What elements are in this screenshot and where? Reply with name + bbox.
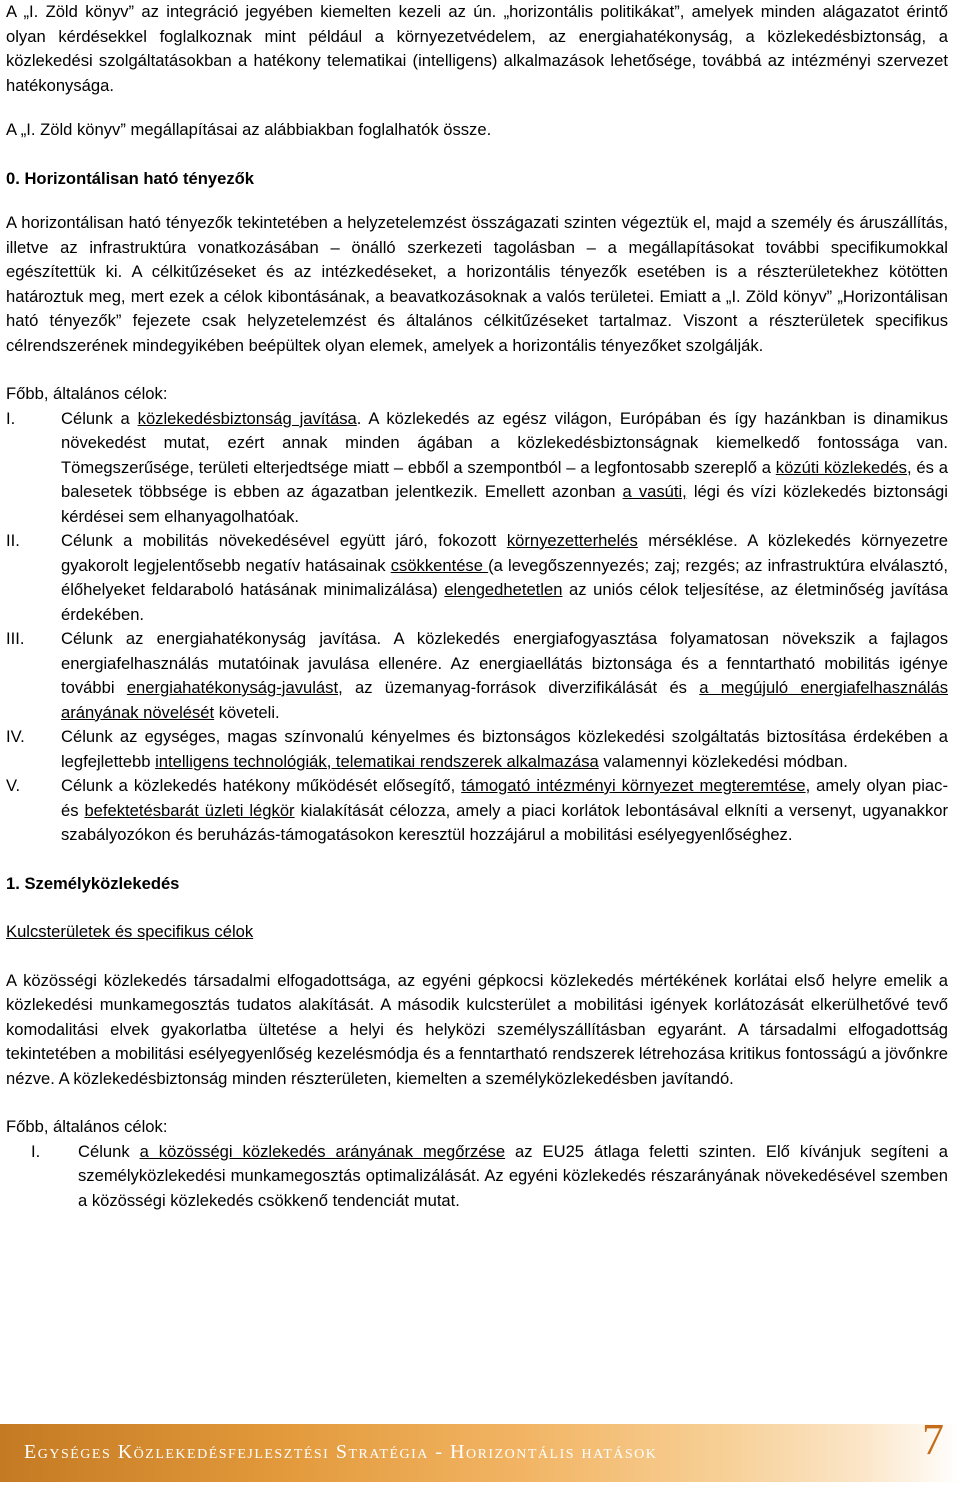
section-0-paragraph: A horizontálisan ható tényezők tekintetében a helyzetelemzést összágazati szinten végeztük el, majd a személy és áruszállítás, illetve az infrastruktúra vonatkozásában – önálló szerkezeti tagolásban – a megállapításokat további specifikumokkal egészítettük ki. A célkitűzéseket és az intézkedéseket, a horizontális tényezők esetében is a részterületekhez kötötten határoztuk meg, mert ezek a célok kibontásának, a beavatkozásoknak a valós területei. Emiatt a „I. Zöld könyv” „Horizontálisan ható tényezők” fejezete csak helyzetelemzést és általános célkitűzéseket tartalmaz. Viszont a részterületek specifikus célrendszerének mindegyikében beépültek olyan elemek, amelyek a horizontális tényezőket szolgálják.	[6, 213, 948, 355]
footer-title: Egységes Közlekedésfejlesztési Stratégia - Horizontális hatások	[24, 1441, 658, 1463]
goal-highlight: energiahatékonyság-javulást	[126, 678, 339, 697]
section-1-heading: 1. Személyközlekedés	[6, 873, 180, 893]
goal-highlight: intelligens technológiák, telematikai rendszerek alkalmazása	[155, 751, 599, 771]
goal-highlight: a megújuló energiafelhasználás arányának növelését	[61, 678, 949, 722]
goal-item: V. Célunk a közlekedés hatékony működését elősegítő, támogató intézményi környezet megteremtése, amely olyan piac- és befektetésbarát üzleti légkör kialakítását célozza, amely a piaci korlátok lebontásával elkníti a versenyt, ugyanakkor szabályozókon és beruházás-támogatásokon keresztül hozzájárul a mobilitási esélyegyenlőséghez.	[6, 776, 949, 844]
goal-highlight: támogató intézményi környezet megteremtése	[461, 776, 806, 795]
goal-number: V.	[6, 776, 21, 795]
document-page	[6, 0, 948, 1213]
goal-highlight: közlekedésbiztonság javítása	[137, 408, 357, 428]
intro-summary: A „I. Zöld könyv” megállapításai az alábbiakban foglalhatók össze.	[6, 120, 492, 139]
goal-number: IV.	[6, 727, 25, 746]
page-number: 7	[922, 1415, 944, 1464]
section-1-paragraph: A közösségi közlekedés társadalmi elfogadottsága, az egyéni gépkocsi közlekedés mértékének korlátai első helyre emelik a közlekedési munkamegosztás tudatos alakítását. A második kulcsterület a mobilitási igények korlátozását elkerülhetővé tevő komodalitási elvek gyakorlatba ültetése a helyi és helyközi személyszállításban egyaránt. A társadalmi elfogadottság tekintetében a mobilitási esélyegyenlőség kezelésmódja és a fenntartható rendszerek létrehozása kritikus fontosságú a jövőnkre nézve. A közlekedésbiztonság minden részterületen, kiemelten a személyközlekedésben javítandó.	[6, 970, 948, 1088]
goal-highlight: a vasúti,	[622, 482, 687, 501]
goal-highlight: csökkentése	[390, 555, 489, 575]
goal-item: I. Célunk a közlekedésbiztonság javítása. A közlekedés az egész világon, Európában és így hazánkban is dinamikus növekedést mutat, ezért annak minden ágában a közlekedésbiztonságnak kiemelkedő fontossága van. Tömegszerűsége, területi elterjedtsége miatt – ebből a szempontból – a legfontosabb szereplő a közúti közlekedés, és a balesetek többsége is ebben az ágazatban jelentkezik. Emellett azonban a vasúti, légi és vízi közlekedés biztonsági kérdései sem elhanyagolhatóak.	[6, 408, 948, 526]
goals-list	[6, 407, 948, 848]
section-0-heading: 0. Horizontálisan ható tényezők	[6, 168, 255, 188]
goal-item: II. Célunk a mobilitás növekedésével együtt járó, fokozott környezetterhelés mérséklése. A közlekedés környezetre gyakorolt legjelentősebb negatív hatásainak csökkentése (a levegőszennyezés; zaj; rezgés; az infrastruktúra elválasztó, élőhelyeket feldaraboló hatásának minimalizálása) elengedhetetlen az uniós célok teljesítése, az életminőség javítása érdekében.	[6, 531, 948, 624]
goals-title: Főbb, általános célok:	[6, 384, 168, 403]
goal-highlight: környezetterhelés	[506, 531, 638, 550]
goal-highlight: közúti közlekedés,	[775, 457, 912, 477]
goal-item: III. Célunk az energiahatékonyság javítása. A közlekedés energiafogyasztása folyamatosan növekszik a fajlagos energiafelhasználás mutatóinak javulása ellenére. Az energiaellátás biztonsága és a fenntartható mobilitás igénye további energiahatékonyság-javulást, az üzemanyag-források diverzifikálását és a megújuló energiafelhasználás arányának növelését követeli.	[6, 629, 949, 722]
goals-title: Főbb, általános célok:	[6, 1117, 168, 1136]
goal-number: I.	[31, 1141, 41, 1161]
goal-item: IV. Célunk az egységes, magas színvonalú kényelmes és biztonságos közlekedési szolgáltatás biztosítása érdekében a legfejlettebb intelligens technológiák, telematikai rendszerek alkalmazása valamennyi közlekedési módban.	[6, 727, 948, 771]
goal-highlight: elengedhetetlen	[444, 580, 563, 599]
goal-item: I. Célunk a közösségi közlekedés arányának megőrzése az EU25 átlaga feletti szinten. Elő kívánjuk segíteni a személyközlekedési munkamegosztás optimalizálását. Az egyéni közlekedés részarányának növekedésével szemben a közösségi közlekedés csökkenő tendenciát mutat.	[31, 1141, 949, 1210]
goal-number: I.	[6, 408, 16, 428]
goal-number: II.	[6, 531, 20, 550]
footer-banner	[0, 1415, 960, 1482]
section-1-subheading: Kulcsterületek és specifikus célok	[6, 922, 254, 941]
goal-highlight: befektetésbarát üzleti légkör	[84, 800, 295, 820]
goal-number: III.	[6, 629, 25, 648]
goal-highlight: a közösségi közlekedés arányának megőrzése	[139, 1141, 506, 1161]
goals-list	[6, 1140, 948, 1214]
intro-paragraph: A „I. Zöld könyv” az integráció jegyében kiemelten kezeli az ún. „horizontális politikákat”, amelyek minden alágazatot érintő olyan kérdésekkel foglalkoznak mint például a környezetvédelem, az energiahatékonyság, a közlekedésbiztonság, a közlekedési szolgáltatásokban a hatékony telematikai (intelligens) alkalmazások lehetősége, továbbá az intézményi szervezet hatékonysága.	[6, 2, 948, 95]
